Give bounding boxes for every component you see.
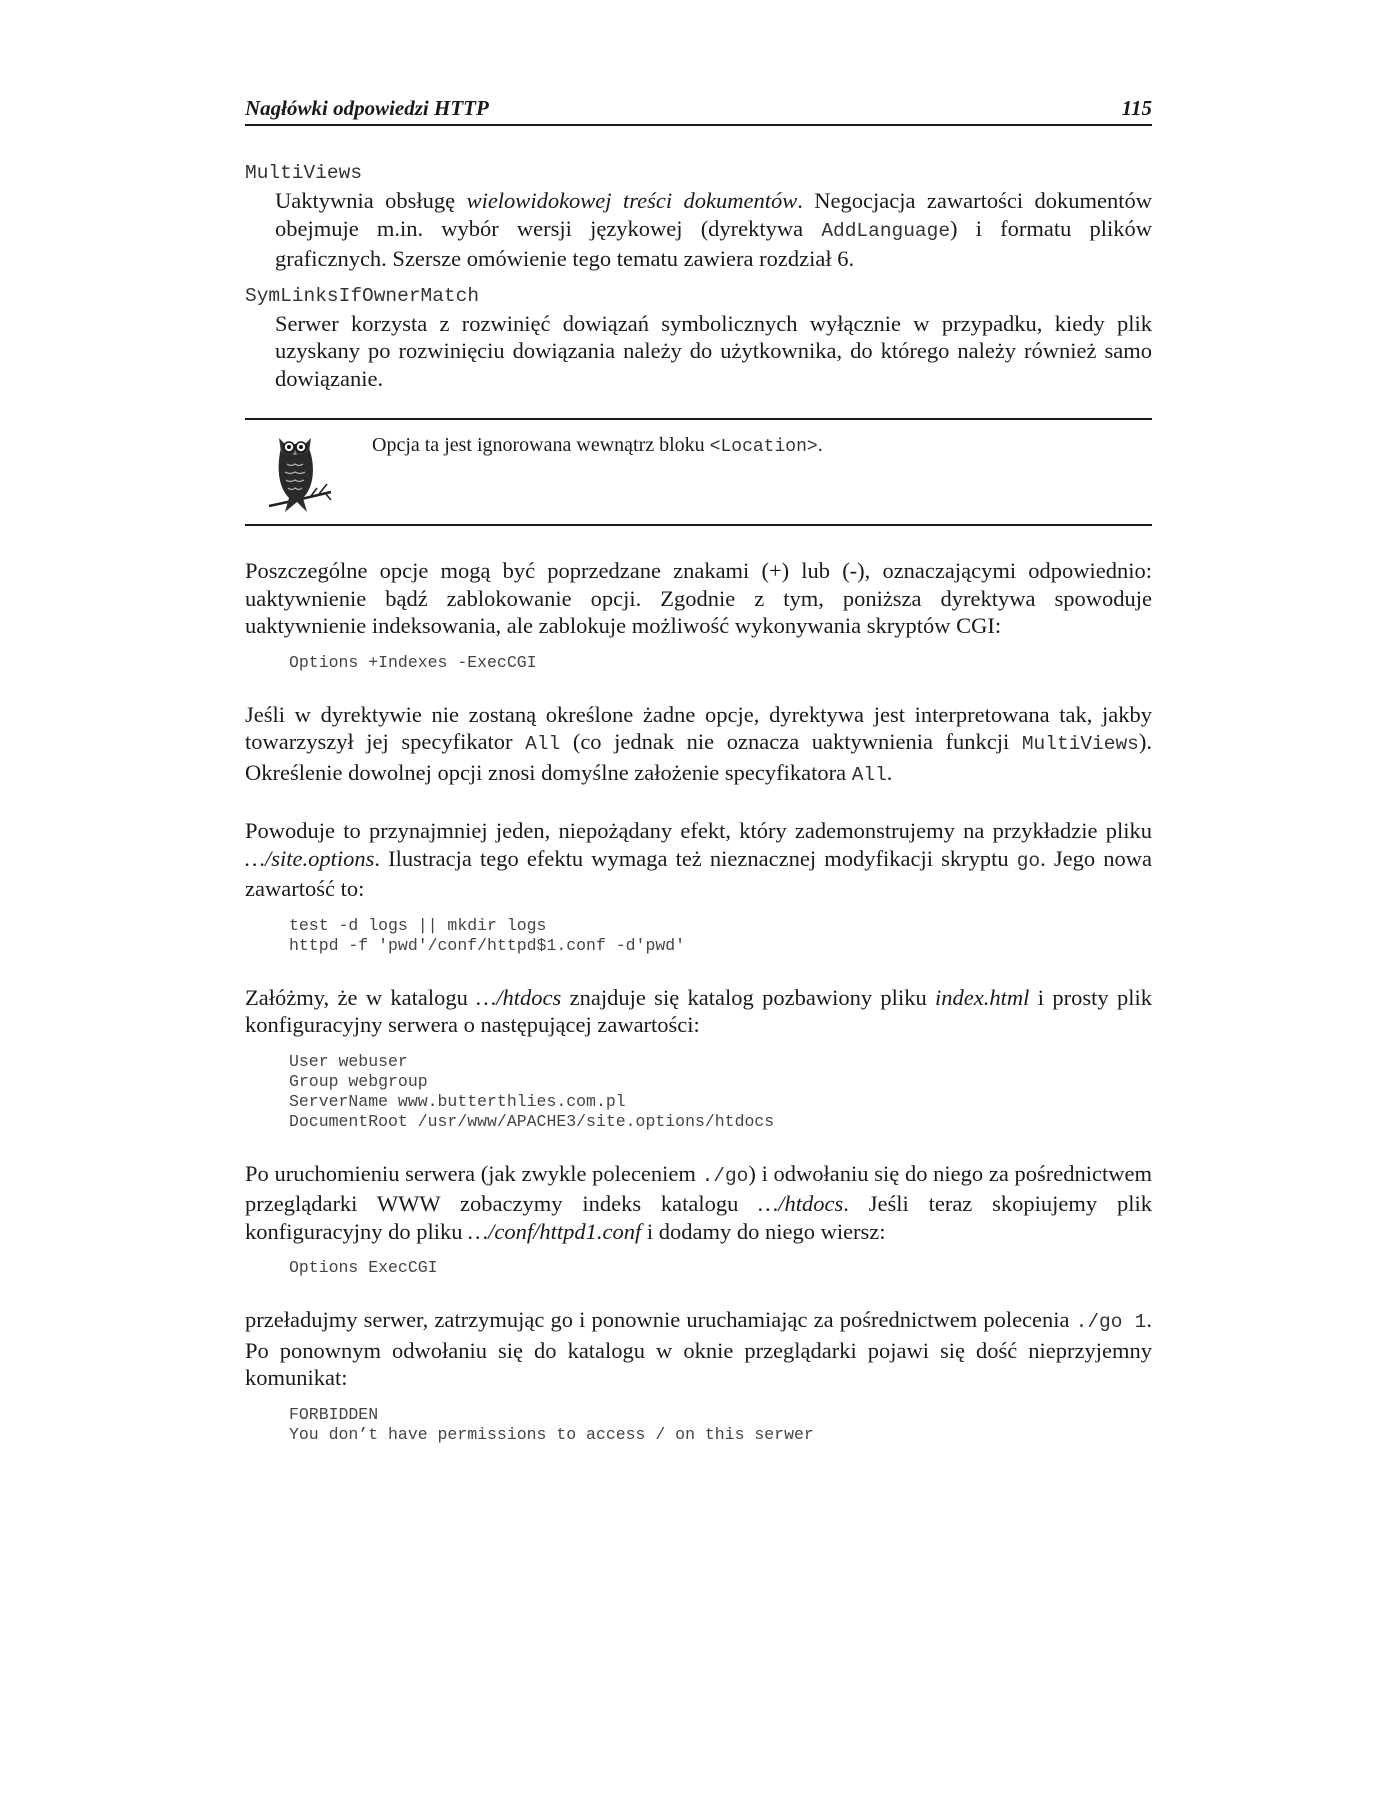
paragraph (245, 557, 1152, 640)
text-run: Poszczególne opcje mogą być poprzedzane znakami (+) lub (-), oznaczającymi odpowiednio: uaktywnienie bądź zablokowanie opcji. Zgodnie z tym, poniższa dyrektywa spowoduje uaktywnienie indeksowania, ale zablokuje możliwość wykonywania skryptów CGI: (245, 558, 1152, 638)
italic-text: …/site.options (245, 845, 375, 871)
paragraph (245, 817, 1152, 903)
owl-icon (267, 430, 333, 514)
code-line: Options ExecCGI (289, 1258, 438, 1277)
paragraph (245, 1160, 1152, 1246)
italic-text: …/htdocs (758, 1191, 844, 1216)
paragraph (245, 984, 1152, 1039)
text-run: . Jego nowa zawartość to: (245, 845, 1152, 901)
option-term-multiviews: MultiViews (245, 162, 363, 184)
inline-code: AddLanguage (821, 219, 951, 242)
code-line: Group webgroup (289, 1071, 428, 1091)
chapter-title: Nagłówki odpowiedzi HTTP (245, 96, 489, 120)
text-run: Opcja ta jest ignorowana wewnątrz bloku (372, 434, 710, 456)
inline-code: ./go (701, 1164, 749, 1187)
text-run: Załóżmy, że w katalogu (245, 984, 477, 1010)
italic-text: wielowidokowej treści dokumentów (466, 188, 798, 213)
code-line: Options +Indexes -ExecCGI (289, 652, 537, 672)
code-line: test -d logs || mkdir logs (289, 915, 547, 935)
text-run: przeładujmy serwer, zatrzymując go i ponownie uruchamiając za pośrednictwem polecenia (245, 1307, 1076, 1332)
paragraph (245, 1306, 1152, 1392)
inline-code: All (851, 763, 887, 786)
paragraph (245, 701, 1152, 790)
code-line: User webuser (289, 1051, 408, 1071)
text-run: Po uruchomieniu serwera (jak zwykle poleceniem (245, 1160, 702, 1186)
text-run: Powoduje to przynajmniej jeden, niepożądany efekt, który zademonstrujemy na przykładzie pliku (245, 818, 1152, 843)
text-run: ). Określenie dowolnej opcji znosi domyślne założenie specyfikatora (245, 729, 1152, 785)
running-head (245, 96, 1152, 126)
code-line: httpd -f 'pwd'/conf/httpd$1.conf -d'pwd' (289, 935, 686, 955)
code-line: FORBIDDEN (289, 1404, 379, 1424)
text-run: Serwer korzysta z rozwinięć dowiązań symbolicznych wyłącznie w przypadku, kiedy plik uzyskany po rozwinięciu dowiązania należy do użytkownika, do którego należy również samo dowiązanie. (275, 310, 1152, 391)
option-desc-symlinks (275, 310, 1152, 393)
inline-code: MultiViews (1021, 733, 1139, 755)
inline-code: ./go 1 (1075, 1311, 1147, 1333)
code-block (289, 653, 1152, 673)
option-desc-multiviews (275, 187, 1152, 273)
text-run: . (817, 434, 823, 456)
code-block (289, 1258, 1152, 1278)
italic-text: …/htdocs (476, 984, 562, 1010)
inline-code: All (525, 733, 561, 755)
text-run: . Ilustracja tego efektu wymaga też nieznacznej modyfikacji skryptu (374, 845, 1017, 871)
text-run: (co jednak nie oznacza uaktywnienia funkcji (560, 729, 1022, 754)
page-number: 115 (1121, 96, 1152, 120)
text-run: Jeśli w dyrektywie nie zostaną określone żadne opcje, dyrektywa jest interpretowana tak, jakby towarzyszył jej specyfikator (245, 701, 1152, 754)
text-run: . Jeśli teraz skopiujemy plik konfiguracyjny do pliku (245, 1191, 1152, 1244)
code-line: DocumentRoot /usr/www/APACHE3/site.options/htdocs (289, 1111, 775, 1131)
code-block (289, 916, 1152, 956)
inline-code: <Location> (709, 437, 818, 457)
code-block (289, 1052, 1152, 1132)
text-run: znajduje się katalog pozbawiony pliku (561, 984, 936, 1010)
definition-list (245, 160, 1152, 392)
text-run: . (886, 759, 893, 785)
text-run: . Po ponownym odwołaniu się do katalogu w oknie przeglądarki pojawi się dość nieprzyjemny komunikat: (245, 1307, 1152, 1390)
code-line: You don’t have permissions to access / on this serwer (289, 1424, 814, 1444)
text-run: Uaktywnia obsługę (275, 188, 467, 213)
note-text (372, 432, 823, 460)
text-run: i prosty plik konfiguracyjny serwera o następującej zawartości: (245, 984, 1152, 1037)
note-box (245, 418, 1152, 526)
code-line: ServerName www.butterthlies.com.pl (289, 1091, 626, 1111)
body-text (245, 557, 1152, 1445)
inline-code: go (1016, 849, 1041, 872)
italic-text: index.html (935, 984, 1030, 1010)
text-run: . Negocjacja zawartości dokumentów obejmuje m.in. wybór wersji językowej (dyrektywa (275, 188, 1153, 241)
code-block (289, 1405, 1152, 1445)
text-run: ) i formatu plików graficznych. Szersze omówienie tego tematu zawiera rozdział 6. (275, 215, 1152, 271)
text-run: ) i odwołaniu się do niego za pośrednictwem przeglądarki WWW zobaczymy indeks katalogu (245, 1160, 1152, 1216)
italic-text: …/conf/httpd1.conf (468, 1218, 642, 1244)
text-run: i dodamy do niego wiersz: (641, 1218, 886, 1244)
option-term-symlinks: SymLinksIfOwnerMatch (245, 284, 480, 307)
book-page (245, 96, 1152, 1445)
